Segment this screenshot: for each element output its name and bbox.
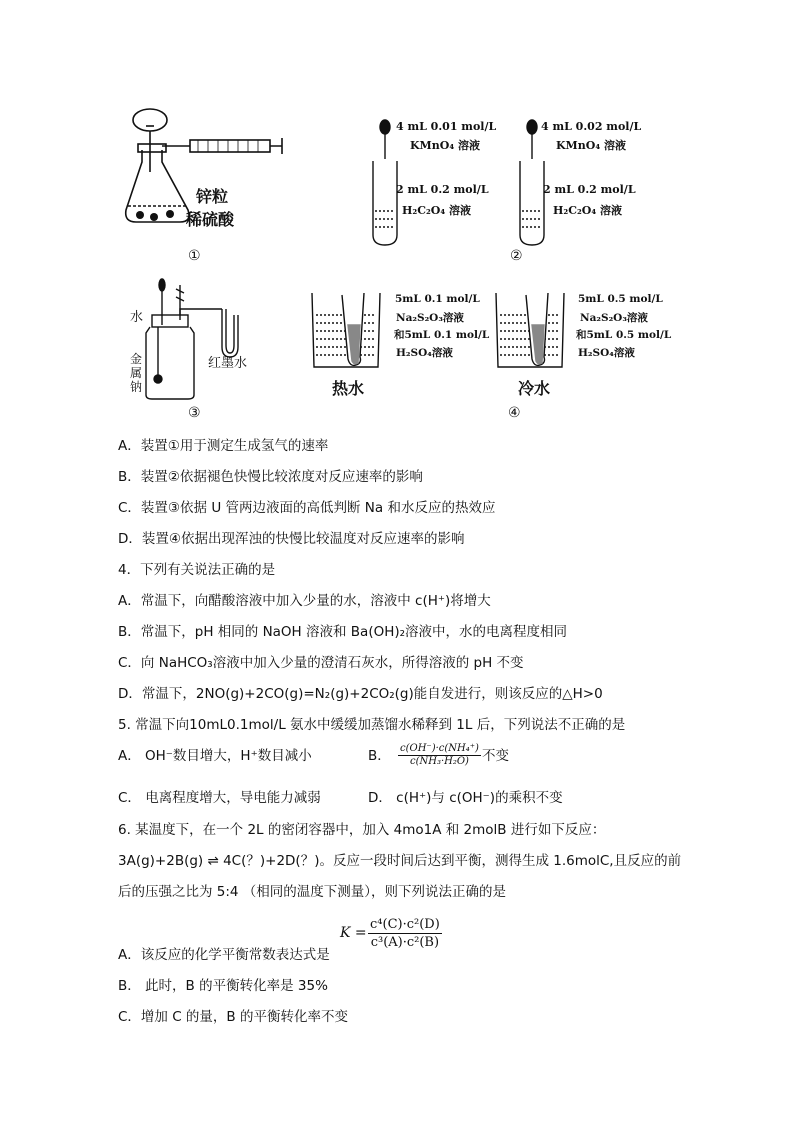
- fig4-right-2: Na₂S₂O₃溶液: [580, 312, 648, 324]
- fig4-right-caption: 冷水: [518, 379, 551, 398]
- fig4-right-3: 和5mL 0.5 mol/L: [576, 329, 672, 341]
- fig1-label-zinc: 锌粒: [196, 187, 229, 206]
- q4-stem: 4．下列有关说法正确的是: [118, 562, 276, 578]
- fig2-right-bot-2: H₂C₂O₄ 溶液: [553, 204, 623, 217]
- q6-equation-line: 3A(g)+2B(g) ⇌ 4C(？)+2D(？)。反应一段时间后达到平衡，测得生成 1.6molC,且反应的前: [118, 853, 682, 869]
- fig2-left-bot-2: H₂C₂O₄ 溶液: [402, 204, 472, 217]
- fig1-number: ①: [188, 248, 201, 264]
- fig4-left-3: 和5mL 0.1 mol/L: [394, 329, 490, 341]
- q5-fraction-denominator: c(NH₃·H₂O): [409, 756, 469, 767]
- q3-option-d: D．装置④依据出现浑浊的快慢比较温度对反应速率的影响: [118, 531, 465, 547]
- q5-option-c: C． 电离程度增大，导电能力减弱: [118, 790, 321, 806]
- q3-option-c: C．装置③依据 U 管两边液面的高低判断 Na 和水反应的热效应: [118, 500, 496, 516]
- fig1-label-acid: 稀硫酸: [186, 210, 235, 229]
- fig3-label-red-ink: 红墨水: [208, 356, 248, 371]
- fig3-label-metal-1: 金: [130, 352, 143, 366]
- fig2-right-top-2: KMnO₄ 溶液: [556, 139, 626, 152]
- q6-line-3: 后的压强之比为 5:4 （相同的温度下测量），则下列说法正确的是: [118, 884, 507, 900]
- fig4-right-1: 5mL 0.5 mol/L: [578, 293, 663, 305]
- q4-option-d: D．常温下，2NO(g)+2CO(g)=N₂(g)+2CO₂(g)能自发进行，则该反应的△H>0: [118, 686, 603, 702]
- fig4-left-1: 5mL 0.1 mol/L: [395, 293, 480, 305]
- q5-fraction-numerator: c(OH⁻)·c(NH₄⁺): [400, 743, 479, 754]
- q3-option-b: B．装置②依据褪色快慢比较浓度对反应速率的影响: [118, 469, 423, 485]
- fig2-right-top-1: 4 mL 0.02 mol/L: [541, 120, 642, 133]
- fig4-number: ④: [508, 405, 521, 421]
- q4-option-c: C．向 NaHCO₃溶液中加入少量的澄清石灰水，所得溶液的 pH 不变: [118, 655, 524, 671]
- fig2-left-bot-1: 2 mL 0.2 mol/L: [396, 183, 489, 196]
- q5-option-d: D． c(H⁺)与 c(OH⁻)的乘积不变: [368, 790, 563, 806]
- figure-4-right-beaker: [492, 285, 572, 375]
- fig3-label-metal-3: 钠: [130, 380, 143, 394]
- figure-4-left-beaker: [308, 285, 388, 375]
- fig3-label-metal-2: 属: [130, 366, 143, 380]
- q5-option-b-prefix: B．: [368, 748, 391, 764]
- q6-option-c: C．增加 C 的量，B 的平衡转化率不变: [118, 1009, 348, 1025]
- fig4-left-2: Na₂S₂O₃溶液: [396, 312, 464, 324]
- q4-option-a: A．常温下，向醋酸溶液中加入少量的水，溶液中 c(H⁺)将增大: [118, 593, 491, 609]
- fig3-number: ③: [188, 405, 201, 421]
- q6-stem: 6. 某温度下，在一个 2L 的密闭容器中，加入 4mo1A 和 2molB 进行如下反应：: [118, 822, 606, 838]
- fig2-left-top-1: 4 mL 0.01 mol/L: [396, 120, 497, 133]
- q6-k-denominator: c³(A)·c²(B): [370, 935, 440, 950]
- q5-stem: 5. 常温下向10mL0.1mol/L 氨水中缓缓加蒸馏水稀释到 1L 后，下列说法不正确的是: [118, 717, 626, 733]
- q6-k-numerator: c⁴(C)·c²(D): [370, 917, 440, 932]
- figure-3-apparatus: [128, 275, 258, 405]
- q6-option-a: A．该反应的化学平衡常数表达式是: [118, 947, 330, 963]
- fig2-number: ②: [510, 248, 523, 264]
- q6-k-fraction: [368, 916, 442, 951]
- q5-option-a: A． OH⁻数目增大，H⁺数目减小: [118, 748, 312, 764]
- fig4-left-4: H₂SO₄溶液: [396, 347, 453, 359]
- fig3-label-water: 水: [130, 310, 144, 325]
- q6-k-label: K =: [340, 925, 367, 941]
- q6-option-b: B． 此时，B 的平衡转化率是 35%: [118, 978, 328, 994]
- q4-option-b: B．常温下，pH 相同的 NaOH 溶液和 Ba(OH)₂溶液中，水的电离程度相同: [118, 624, 568, 640]
- fig4-right-4: H₂SO₄溶液: [578, 347, 635, 359]
- fig4-left-caption: 热水: [332, 379, 365, 398]
- q3-option-a: A．装置①用于测定生成氢气的速率: [118, 438, 329, 454]
- fig2-left-top-2: KMnO₄ 溶液: [410, 139, 480, 152]
- q5-option-b-suffix: 不变: [482, 748, 509, 764]
- q5-option-b-fraction: [398, 743, 481, 768]
- fig2-right-bot-1: 2 mL 0.2 mol/L: [543, 183, 636, 196]
